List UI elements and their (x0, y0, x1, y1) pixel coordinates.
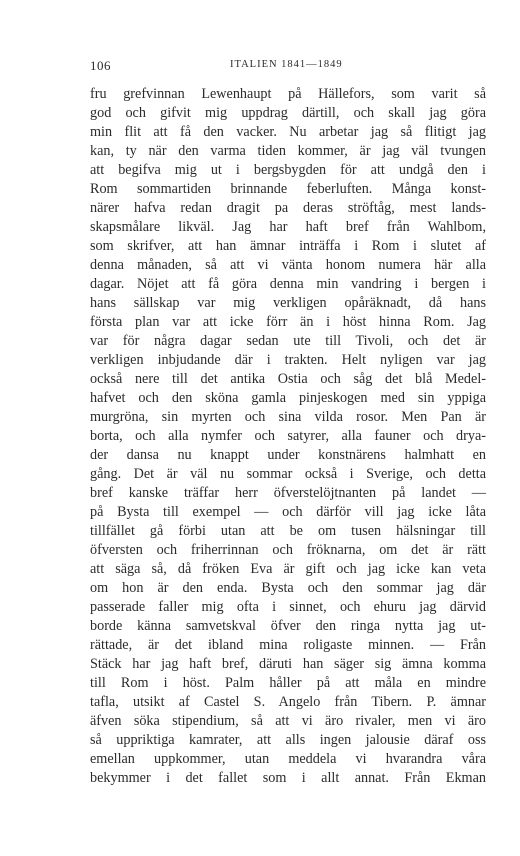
text-line: passerade faller mig ofta i sinnet, och ehuru jag därvid (90, 599, 486, 615)
text-line: till Rom i höst. Palm håller på att måla en mindre (90, 675, 486, 691)
text-line: Rom sommartiden brinnande feberluften. Många konst- (90, 181, 486, 197)
text-line: borde känna samvetskval öfver den ringa nytta jag ut- (90, 618, 486, 634)
text-line: bekymmer i det fallet som i allt annat. Från Ekman (90, 770, 486, 786)
text-line: skapsmålare likväl. Jag har haft bref från Wahlbom, (90, 219, 486, 235)
text-line: öfversten och friherrinnan och fröknarna, om det är rätt (90, 542, 486, 558)
body-text (90, 85, 486, 788)
text-line: som skrifver, att han ämnar inträffa i Rom i slutet af (90, 238, 486, 254)
text-line: min flit att få den vacker. Nu arbetar jag så flitigt jag (90, 124, 486, 140)
text-line: var för några dagar sedan ute till Tivoli, och det är (90, 333, 486, 349)
text-line: borta, och alla nymfer och satyrer, alla fauner och drya- (90, 428, 486, 444)
text-line: gång. Det är väl nu sommar också i Sverige, och detta (90, 466, 486, 482)
text-line: hans sällskap var mig verkligen opåräknadt, då hans (90, 295, 486, 311)
text-line: så uppriktiga kamrater, att alls ingen jalousie däraf oss (90, 732, 486, 748)
text-line: bref kanske träffar herr öfverstelöjtnanten på landet — (90, 485, 486, 501)
text-line: dagar. Nöjet att få göra denna min vandring i bergen i (90, 276, 486, 292)
text-line: rättade, är det ibland mina roligaste minnen. — Från (90, 637, 486, 653)
text-line: tafla, utsikt af Castel S. Angelo från Tibern. P. ämnar (90, 694, 486, 710)
text-line: verkligen inbjudande där i trakten. Helt nyligen var jag (90, 352, 486, 368)
text-line: murgröna, sin myrten och sina vilda rosor. Men Pan är (90, 409, 486, 425)
text-line: der dansa nu knappt under konstnärens halmhatt en (90, 447, 486, 463)
text-line: hafvet och den sköna gamla pinjeskogen med sin yppiga (90, 390, 486, 406)
text-line: närer hafva redan dragit pa deras ströftåg, mest lands- (90, 200, 486, 216)
text-line: god och gifvit mig uppdrag därtill, och skall jag göra (90, 105, 486, 121)
text-line: också nere till det antika Ostia och såg det blå Medel- (90, 371, 486, 387)
text-line: att säga så, då fröken Eva är gift och jag icke kan veta (90, 561, 486, 577)
text-line: om hon är den enda. Bysta och den sommar jag där (90, 580, 486, 596)
text-line: äfven söka stipendium, så att vi äro rivaler, men vi äro (90, 713, 486, 729)
running-head (90, 58, 486, 76)
running-title: ITALIEN 1841—1849 (230, 59, 343, 70)
text-line: kan, ty när den varma tiden kommer, är jag väl tvungen (90, 143, 486, 159)
text-line: emellan uppkommer, utan meddela vi hvarandra våra (90, 751, 486, 767)
text-line: Stäck har jag haft bref, däruti han säger sig ämna komma (90, 656, 486, 672)
text-line: första plan var att icke förr än i höst hinna Rom. Jag (90, 314, 486, 330)
text-line: att begifva mig ut i bergsbygden för att undgå den i (90, 162, 486, 178)
page-number: 106 (90, 58, 111, 73)
text-line: på Bysta till exempel — och därför vill jag icke låta (90, 504, 486, 520)
text-line: tillfället gå förbi utan att be om tusen hälsningar till (90, 523, 486, 539)
text-line: denna månaden, så att vi vänta honom numera här alla (90, 257, 486, 273)
text-line: fru grefvinnan Lewenhaupt på Hällefors, som varit så (90, 86, 486, 102)
